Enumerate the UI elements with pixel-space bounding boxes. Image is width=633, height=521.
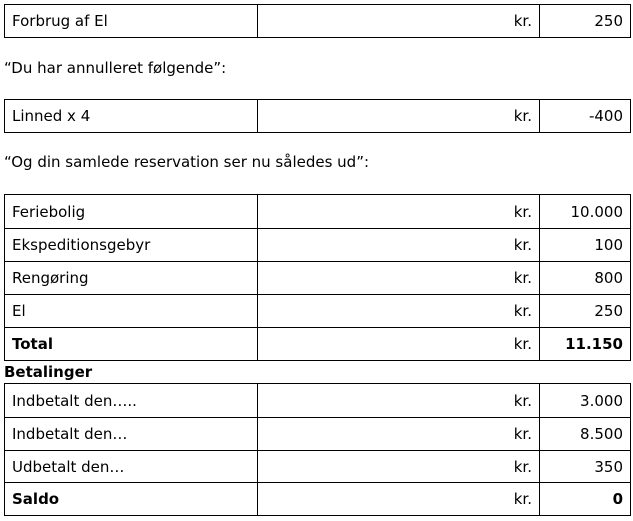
table-row bbox=[5, 100, 631, 133]
row-amount: 800 bbox=[540, 262, 631, 295]
saldo-row bbox=[5, 483, 631, 516]
payments-table bbox=[4, 383, 631, 516]
row-amount: -400 bbox=[540, 100, 631, 133]
row-label: Udbetalt den… bbox=[5, 451, 258, 483]
currency-label: kr. bbox=[258, 229, 540, 262]
row-amount: 8.500 bbox=[540, 418, 631, 451]
total-row bbox=[5, 328, 631, 361]
row-label: Indbetalt den… bbox=[5, 418, 258, 451]
currency-label: kr. bbox=[258, 5, 540, 38]
row-amount: 250 bbox=[540, 5, 631, 38]
table-row bbox=[5, 418, 631, 451]
total-amount: 11.150 bbox=[540, 328, 631, 361]
summary-intro-text: “Og din samlede reservation ser nu således ud”: bbox=[4, 153, 370, 171]
cancel-intro-text: “Du har annulleret følgende”: bbox=[4, 59, 227, 77]
row-amount: 10.000 bbox=[540, 195, 631, 229]
saldo-label: Saldo bbox=[5, 483, 258, 516]
saldo-amount: 0 bbox=[540, 483, 631, 516]
cancelled-table bbox=[4, 99, 631, 133]
currency-label: kr. bbox=[258, 100, 540, 133]
currency-label: kr. bbox=[258, 418, 540, 451]
table-row bbox=[5, 451, 631, 483]
table-row bbox=[5, 195, 631, 229]
row-label: Feriebolig bbox=[5, 195, 258, 229]
row-label: El bbox=[5, 295, 258, 328]
row-amount: 350 bbox=[540, 451, 631, 483]
row-label: Indbetalt den….. bbox=[5, 384, 258, 418]
table-row bbox=[5, 295, 631, 328]
row-label: Forbrug af El bbox=[5, 5, 258, 38]
table-row bbox=[5, 384, 631, 418]
currency-label: kr. bbox=[258, 328, 540, 361]
table-row bbox=[5, 229, 631, 262]
currency-label: kr. bbox=[258, 295, 540, 328]
row-amount: 3.000 bbox=[540, 384, 631, 418]
row-label: Ekspeditionsgebyr bbox=[5, 229, 258, 262]
currency-label: kr. bbox=[258, 483, 540, 516]
table-row bbox=[5, 5, 631, 38]
row-label: Rengøring bbox=[5, 262, 258, 295]
row-label: Linned x 4 bbox=[5, 100, 258, 133]
consumption-table bbox=[4, 4, 631, 38]
currency-label: kr. bbox=[258, 262, 540, 295]
currency-label: kr. bbox=[258, 451, 540, 483]
row-amount: 100 bbox=[540, 229, 631, 262]
row-amount: 250 bbox=[540, 295, 631, 328]
currency-label: kr. bbox=[258, 384, 540, 418]
currency-label: kr. bbox=[258, 195, 540, 229]
table-row bbox=[5, 262, 631, 295]
total-label: Total bbox=[5, 328, 258, 361]
payments-heading: Betalinger bbox=[4, 363, 93, 381]
reservation-table bbox=[4, 194, 631, 361]
